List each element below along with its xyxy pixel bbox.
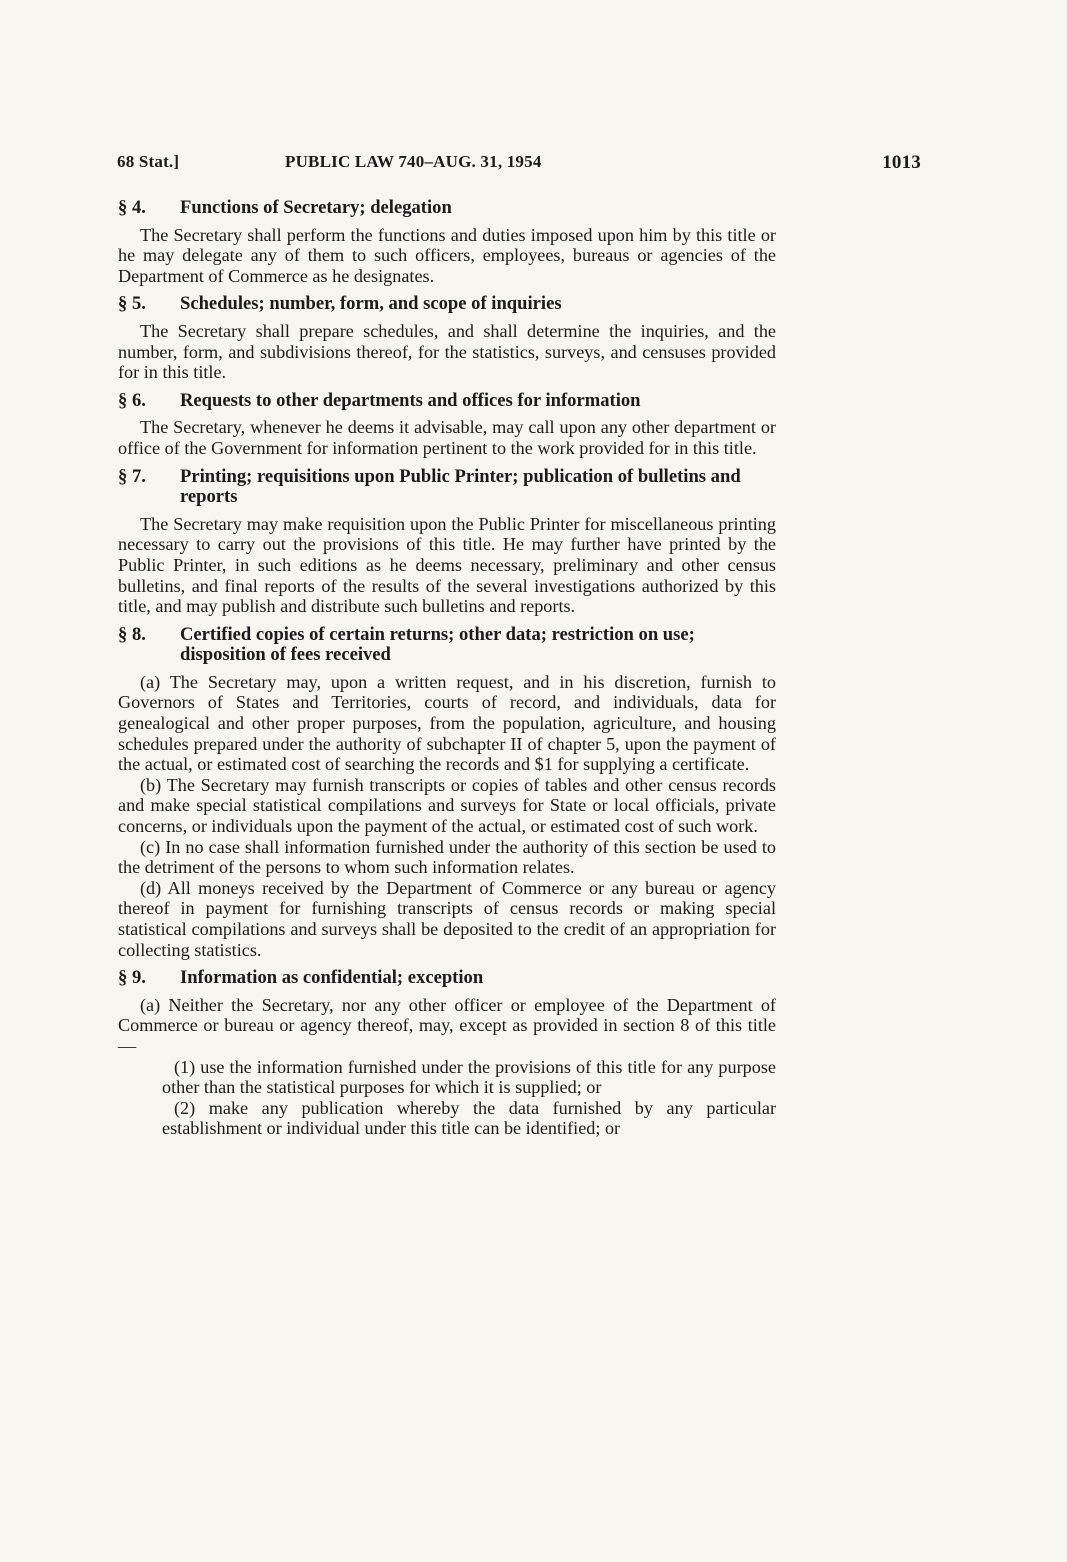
paragraph-a: (a) The Secretary may, upon a written request, and in his discretion, furnish to Governors of States and Territories, courts of record, and individuals, data for genealogical and other proper purposes, from the population, agriculture, and housing schedules prepared under the authority of subchapter II of chapter 5, upon the payment of the actual, or estimated cost of searching the records and $1 for supplying a certificate. [118,671,776,775]
section-title: Printing; requisitions upon Public Printer; publication of bulletins and reports [180,465,741,508]
section-8 [118,625,776,961]
paragraph: The Secretary may make requisition upon the Public Printer for miscellaneous printing necessary to carry out the provisions of this title. He may further have printed by the Public Printer, in such editions as he deems necessary, preliminary and other census bulletins, and final reports of the results of the several investigations authorized by this title, and may publish and distribute such bulletins and reports. [118,513,776,617]
section-heading: § 8. Certified copies of certain returns; other data; restriction on use; disposition of fees received [118,623,695,666]
section-heading: § 6. Requests to other departments and offices for information [118,389,641,411]
paragraph-d: (d) All moneys received by the Department of Commerce or any bureau or agency thereof in payment for furnishing transcripts of census records or making special statistical compilations and surveys shall be deposited to the credit of an appropriation for collecting statistics. [118,877,776,960]
section-heading: § 5. Schedules; number, form, and scope of inquiries [118,293,562,315]
statute-reference: 68 Stat.] [117,152,180,171]
running-header [117,152,925,176]
section-6 [118,391,776,459]
list-item-1: (1) use the information furnished under the provisions of this title for any purpose other than the statistical purposes for which it is supplied; or [162,1056,776,1098]
law-title: PUBLIC LAW 740–AUG. 31, 1954 [285,152,542,171]
list-item-2: (2) make any publication whereby the data furnished by any particular establishment or individual under this title can be identified; or [162,1097,776,1139]
section-heading: § 4. Functions of Secretary; delegation [118,197,452,218]
paragraph: The Secretary, whenever he deems it advisable, may call upon any other department or office of the Government for information pertinent to the work provided for in this title. [118,417,776,458]
section-heading: § 7. Printing; requisitions upon Public Printer; publication of bulletins and reports [118,465,741,508]
section-title: Requests to other departments and offices for information [180,389,641,411]
section-title: Functions of Secretary; delegation [180,197,452,218]
section-title: Schedules; number, form, and scope of inquiries [180,293,562,315]
paragraph: The Secretary shall prepare schedules, and shall determine the inquiries, and the number, form, and subdivisions thereof, for the statistics, surveys, and censuses provided for in this title. [118,320,776,383]
document-body [118,198,776,1147]
page-number: 1013 [882,152,921,173]
section-heading: § 9. Information as confidential; exception [118,967,484,989]
paragraph-c: (c) In no case shall information furnished under the authority of this section be used to the detriment of the persons to whom such information relates. [118,836,776,878]
section-4 [118,198,776,286]
paragraph-b: (b) The Secretary may furnish transcripts or copies of tables and other census records and make special statistical compilations and surveys for State or local officials, private concerns, or individuals upon the payment of the actual, or estimated cost of such work. [118,774,776,837]
section-5 [118,294,776,382]
paragraph-a: (a) Neither the Secretary, nor any other officer or employee of the Department of Commerce or bureau or agency thereof, may, except as provided in section 8 of this title— [118,994,776,1056]
section-9 [118,968,776,1139]
paragraph: The Secretary shall perform the functions and duties imposed upon him by this title or he may delegate any of them to such officers, employees, bureaus or agencies of the Department of Commerce as he designates. [118,224,776,286]
section-title: Certified copies of certain returns; other data; restriction on use; disposition of fees received [180,623,695,666]
section-title: Information as confidential; exception [180,967,484,989]
section-7 [118,467,776,617]
